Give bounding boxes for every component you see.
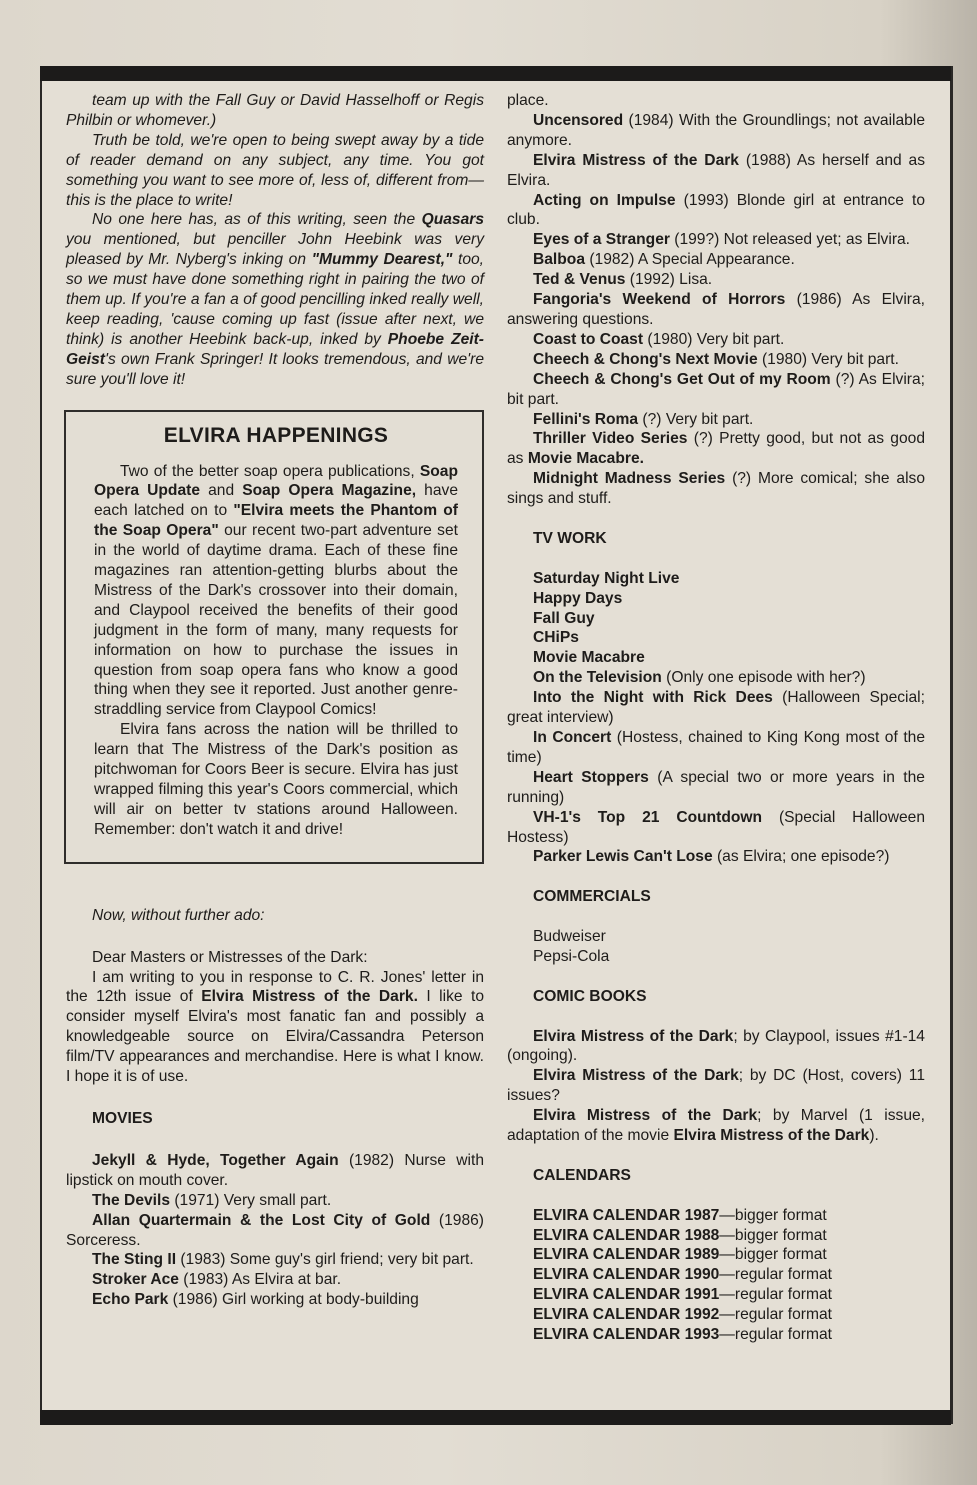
calendars-list: [507, 1206, 925, 1345]
item-description: (Special Halloween Hostess): [507, 808, 926, 846]
bold-run: "Mummy Dearest,": [311, 251, 453, 269]
item-title: Fellini's Roma: [533, 410, 639, 428]
item-title: Eyes of a Stranger: [533, 231, 670, 249]
text-run: No one here has, as of this writing, seen the: [92, 211, 422, 229]
list-item: [507, 1305, 925, 1325]
bold-run: Soap Opera Update: [94, 462, 458, 500]
item-description: —regular format: [719, 1306, 832, 1324]
lead-in: Now, without further ado:: [92, 906, 265, 924]
item-title: ELVIRA CALENDAR 1987: [533, 1206, 720, 1224]
item-title: CHiPs: [533, 629, 579, 647]
item-title: Stroker Ace: [92, 1271, 179, 1289]
item-title: Happy Days: [533, 589, 623, 607]
item-description: (Only one episode with her?): [661, 669, 866, 687]
text-run: and: [200, 482, 243, 500]
list-item: [507, 250, 925, 270]
item-description: (1986) Girl working at body-building: [168, 1291, 419, 1309]
bold-run: Soap Opera Magazine,: [242, 482, 417, 500]
list-item: [507, 1027, 925, 1067]
list-item: [507, 1285, 925, 1305]
text-run: our recent two-part adventure set in the world of daytime drama. Each of these fine magazines ran attention-getting blurbs about the Mistress of the Dark's crossover into their domain, and Claypool received the benefits of their good judgment in the form of many, many requests for information on how to purchase the issues in question from soap opera fans who know a good thing when they see it reported. Just another genre-straddling service from Claypool Comics!: [94, 522, 458, 719]
item-description: —regular format: [719, 1326, 832, 1344]
item-description: (?) Very bit part.: [638, 410, 754, 428]
item-description: (1992) Lisa.: [625, 271, 713, 289]
item-description: (?) Pretty good, but not as good as: [507, 430, 925, 468]
item-description: (Hostess, chained to King Kong most of the time): [507, 728, 926, 766]
item-description: (1993) Blonde girl at entrance to club.: [507, 191, 925, 229]
list-item: [507, 628, 925, 648]
item-title: Uncensored: [533, 111, 624, 129]
item-title: Cheech & Chong's Get Out of my Room: [533, 370, 831, 388]
paragraph: [94, 720, 458, 839]
list-item: [66, 1191, 484, 1211]
list-item: [507, 768, 925, 808]
commercials-list: [507, 927, 925, 967]
list-item: [507, 668, 925, 688]
item-title: The Devils: [92, 1191, 170, 1209]
box-title: ELVIRA HAPPENINGS: [163, 423, 389, 447]
list-item: [66, 1151, 484, 1191]
item-description: —regular format: [719, 1266, 832, 1284]
item-title: Fall Guy: [533, 609, 595, 627]
item-title: ELVIRA CALENDAR 1988: [533, 1226, 720, 1244]
tv-heading: TV WORK: [533, 529, 607, 547]
item-title: ELVIRA CALENDAR 1990: [533, 1266, 720, 1284]
list-item: [66, 1211, 484, 1251]
item-title: Acting on Impulse: [533, 191, 676, 209]
elvira-happenings-box: [64, 410, 484, 864]
item-bold-tail: Movie Macabre.: [527, 450, 644, 468]
item-title: Saturday Night Live: [533, 569, 680, 587]
bottom-rule: [40, 1410, 951, 1425]
item-title: Parker Lewis Can't Lose: [533, 848, 713, 866]
text-run: Two of the better soap opera publications,: [120, 462, 420, 480]
text-run: Truth be told, we're open to being swept away by a tide of reader demand on any subject, any time. You got something you want to see more of, less of, different from—this is the place to write!: [66, 131, 484, 209]
paragraph: [66, 968, 484, 1087]
item-description: (1980) Very bit part.: [643, 330, 785, 348]
list-item: [507, 808, 925, 848]
left-column: [66, 91, 484, 1310]
list-item: [507, 151, 925, 191]
letter-paragraph: [66, 968, 484, 1087]
list-item: [507, 1226, 925, 1246]
comics-heading: COMIC BOOKS: [533, 987, 647, 1005]
list-item: [507, 410, 925, 430]
item-description: (?) As Elvira; bit part.: [507, 370, 926, 408]
item-description: (as Elvira; one episode?): [712, 848, 890, 866]
item-title: Ted & Venus: [533, 271, 626, 289]
item-title: Heart Stoppers: [533, 768, 649, 786]
item-title: Balboa: [533, 251, 585, 269]
list-item: [507, 230, 925, 250]
item-title: Elvira Mistress of the Dark: [533, 1027, 734, 1045]
item-description: (?) More comical; she also sings and stuff.: [507, 470, 926, 508]
intro-paragraphs: [66, 91, 484, 390]
text-run: too, so we must have done something right in pairing the two of them up. If you're a fan a of good pencilling inked really well, keep reading, 'cause coming up fast (issue after next, we think) is another Heebink back-up, inked by: [66, 251, 485, 348]
item-description: (1986) As Elvira, answering questions.: [507, 291, 925, 328]
item-description: ; by Claypool, issues #1-14 (ongoing).: [507, 1027, 925, 1065]
bold-run: Phoebe Zeit-Geist: [66, 330, 484, 368]
list-item: [507, 191, 925, 231]
paragraph: [66, 131, 484, 211]
item-title: The Sting II: [92, 1251, 177, 1269]
bold-run: Quasars: [421, 211, 484, 229]
item-description: —bigger format: [719, 1206, 827, 1224]
text-run: I like to consider myself Elvira's most fanatic fan and possibly a knowledgeable source on Elvira/Cassandra Peterson film/TV appearances and merchandise. Here is what I know. I hope it is of use.: [66, 988, 485, 1086]
list-item: [507, 569, 925, 589]
list-item: Budweiser: [533, 928, 606, 945]
box-paragraphs: [94, 462, 458, 840]
right-column: [507, 91, 925, 1345]
item-description: ; by DC (Host, covers) 11 issues?: [507, 1067, 925, 1105]
list-item: [507, 111, 925, 151]
item-title: Into the Night with Rick Dees: [533, 689, 773, 707]
list-item: [66, 1290, 484, 1310]
list-item: [507, 648, 925, 668]
item-title: Elvira Mistress of the Dark: [533, 151, 739, 169]
list-item: [507, 1066, 925, 1106]
movies-heading: MOVIES: [92, 1109, 153, 1127]
item-title: ELVIRA CALENDAR 1992: [533, 1306, 720, 1324]
list-item: [507, 609, 925, 629]
text-run: Elvira fans across the nation will be thrilled to learn that The Mistress of the Dark's position as pitchwoman for Coors Beer is secure. Elvira has just wrapped filming this year's Coors commercial, which will air on better tv stations around Halloween. Remember: don't watch it and drive!: [94, 721, 458, 838]
bold-run: "Elvira meets the Phantom of the Soap Opera": [94, 502, 458, 540]
item-title: VH-1's Top 21 Countdown: [533, 808, 763, 826]
paragraph: [94, 462, 458, 721]
item-description: (1982) A Special Appearance.: [585, 251, 795, 269]
tv-list: [507, 569, 925, 868]
item-title: Echo Park: [92, 1291, 169, 1309]
item-title: Midnight Madness Series: [533, 470, 726, 488]
item-title: Cheech & Chong's Next Movie: [533, 350, 758, 368]
item-bold-tail: Elvira Mistress of the Dark: [673, 1127, 870, 1145]
text-run: have each latched on to: [94, 482, 458, 520]
commercials-heading: COMMERCIALS: [533, 888, 651, 906]
calendars-heading: CALENDARS: [533, 1166, 631, 1184]
list-item: [507, 429, 925, 469]
list-item: [507, 728, 925, 768]
item-tail-end: ).: [869, 1127, 879, 1145]
item-description: (1988) As herself and as Elvira.: [507, 151, 925, 189]
item-title: Coast to Coast: [533, 330, 644, 348]
item-description: (1980) Very bit part.: [757, 350, 899, 368]
item-description: —regular format: [719, 1286, 832, 1304]
list-item: [507, 270, 925, 290]
list-item: [507, 350, 925, 370]
paragraph: [66, 91, 484, 131]
item-title: In Concert: [533, 728, 612, 746]
item-description: (A special two or more years in the running): [507, 768, 925, 806]
paragraph: [66, 210, 484, 389]
item-description: ; by Marvel (1 issue, adaptation of the movie: [507, 1107, 925, 1145]
item-description: (1983) As Elvira at bar.: [178, 1271, 342, 1289]
list-item: [507, 1325, 925, 1345]
list-item: [507, 589, 925, 609]
item-description: (Halloween Special; great interview): [507, 689, 925, 727]
text-run: I am writing to you in response to C. R. Jones' letter in the 12th issue of: [66, 968, 484, 1006]
movies-list-right: [507, 111, 925, 509]
item-description: (1984) With the Groundlings; not available anymore.: [507, 111, 925, 149]
text-run: 's own Frank Springer! It looks tremendous, and we're sure you'll love it!: [66, 350, 484, 388]
list-item: [507, 330, 925, 350]
movies-list-left: [66, 1151, 484, 1310]
list-item: Pepsi-Cola: [533, 947, 610, 965]
text-run: you mentioned, but penciller John Heebink was very pleased by Mr. Nyberg's inking on: [66, 231, 484, 269]
item-description: (1982) Nurse with lipstick on mouth cover.: [66, 1151, 484, 1189]
item-title: On the Television: [533, 669, 662, 687]
list-item: [507, 847, 925, 867]
item-description: (1971) Very small part.: [170, 1191, 332, 1209]
text-run: team up with the Fall Guy or David Hasselhoff or Regis Philbin or whomever.): [66, 92, 484, 129]
item-title: Elvira Mistress of the Dark: [533, 1067, 739, 1085]
list-item: [66, 1250, 484, 1270]
item-title: Jekyll & Hyde, Together Again: [92, 1151, 339, 1169]
item-title: ELVIRA CALENDAR 1993: [533, 1326, 720, 1344]
comics-list: [507, 1027, 925, 1146]
item-title: Elvira Mistress of the Dark: [533, 1107, 758, 1125]
item-description: (1986) Sorceress.: [66, 1211, 484, 1249]
item-title: Thriller Video Series: [533, 430, 688, 448]
list-item: [507, 1106, 925, 1146]
item-description: —bigger format: [719, 1246, 827, 1264]
continuation-text: place.: [507, 92, 549, 109]
item-description: —bigger format: [719, 1226, 827, 1244]
item-title: ELVIRA CALENDAR 1989: [533, 1246, 720, 1264]
item-description: (199?) Not released yet; as Elvira.: [669, 231, 911, 249]
item-title: Allan Quartermain & the Lost City of Gold: [92, 1211, 431, 1229]
list-item: [507, 1265, 925, 1285]
top-rule: [40, 66, 951, 81]
item-description: (1983) Some guy's girl friend; very bit part.: [176, 1251, 474, 1269]
bold-run: Elvira Mistress of the Dark.: [201, 988, 418, 1006]
list-item: [66, 1270, 484, 1290]
item-title: ELVIRA CALENDAR 1991: [533, 1286, 720, 1304]
item-title: Fangoria's Weekend of Horrors: [533, 291, 786, 309]
salutation: Dear Masters or Mistresses of the Dark:: [92, 948, 368, 966]
list-item: [507, 1245, 925, 1265]
list-item: [507, 1206, 925, 1226]
list-item: [507, 290, 925, 330]
item-title: Movie Macabre: [533, 649, 645, 667]
list-item: [507, 469, 925, 509]
list-item: [507, 370, 925, 410]
list-item: [507, 688, 925, 728]
